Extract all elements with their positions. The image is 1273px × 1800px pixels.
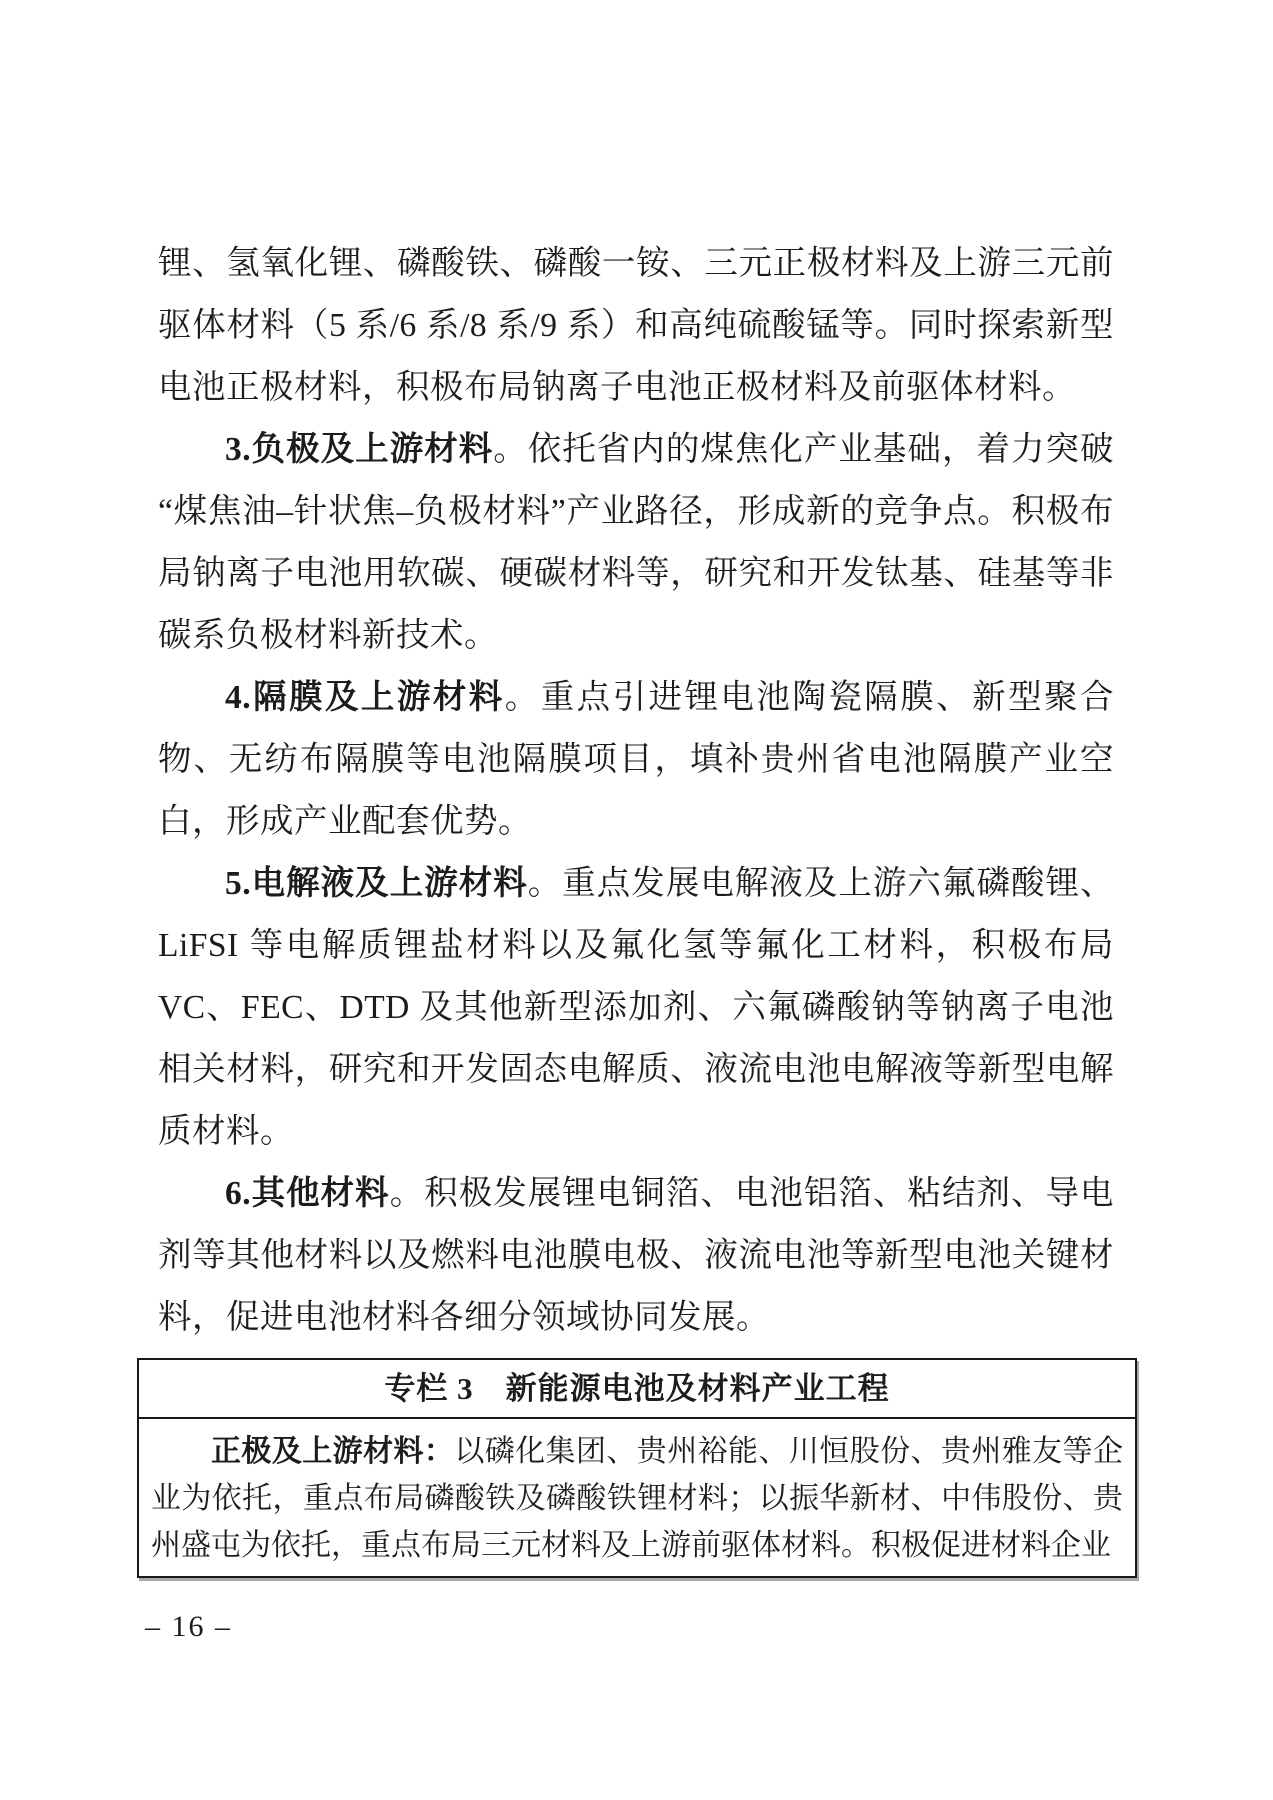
callout-body — [139, 1419, 1135, 1569]
paragraph-text: 。积极发展锂电铜箔、电池铝箔、粘结剂、导电剂等其他材料以及燃料电池膜电极、液流电池等新型电池关键材料，促进电池材料各细分领域协同发展。 — [158, 1175, 1115, 1336]
callout-paragraph-text: 以磷化集团、贵州裕能、川恒股份、贵州雅友等企业为依托，重点布局磷酸铁及磷酸铁锂材料；以振华新材、中伟股份、贵州盛屯为依托，重点布局三元材料及上游前驱体材料。积极促进材料企业 — [151, 1435, 1124, 1562]
body-paragraph — [158, 419, 1114, 667]
body-paragraph — [158, 853, 1114, 1163]
body-paragraph — [158, 667, 1114, 853]
paragraph-heading: 4.隔膜及上游材料 — [225, 679, 505, 716]
paragraph-heading: 6.其他材料 — [225, 1175, 390, 1212]
paragraph-text: 。依托省内的煤焦化产业基础，着力突破“煤焦油–针状焦–负极材料”产业路径，形成新的竞争点。积极布局钠离子电池用软碳、硬碳材料等，研究和开发钛基、硅基等非碳系负极材料新技术。 — [158, 431, 1115, 654]
body-text — [158, 233, 1114, 1349]
body-paragraph — [158, 233, 1114, 419]
body-paragraph — [158, 1163, 1114, 1349]
paragraph-text: 。重点发展电解液及上游六氟磷酸锂、LiFSI 等电解质锂盐材料以及氟化氢等氟化工材料，积极布局 VC、FEC、DTD 及其他新型添加剂、六氟磷酸钠等钠离子电池相关材料，研究和开发固态电解质、液流电池电解液等新型电解质材料。 — [158, 865, 1115, 1150]
callout-paragraph-heading: 正极及上游材料： — [211, 1435, 455, 1468]
callout-paragraph — [151, 1428, 1123, 1569]
callout-box — [137, 1358, 1137, 1578]
page-number: – 16 – — [145, 1610, 232, 1643]
paragraph-text: 。重点引进锂电池陶瓷隔膜、新型聚合物、无纺布隔膜等电池隔膜项目，填补贵州省电池隔膜产业空白，形成产业配套优势。 — [158, 679, 1114, 840]
paragraph-text: 锂、氢氧化锂、磷酸铁、磷酸一铵、三元正极材料及上游三元前驱体材料（5 系/6 系/8 系/9 系）和高纯硫酸锰等。同时探索新型电池正极材料，积极布局钠离子电池正极材料及前驱体材料。 — [158, 245, 1114, 406]
paragraph-heading: 5.电解液及上游材料 — [225, 865, 528, 902]
paragraph-heading: 3.负极及上游材料 — [225, 431, 494, 468]
callout-title: 专栏 3 新能源电池及材料产业工程 — [139, 1360, 1135, 1419]
